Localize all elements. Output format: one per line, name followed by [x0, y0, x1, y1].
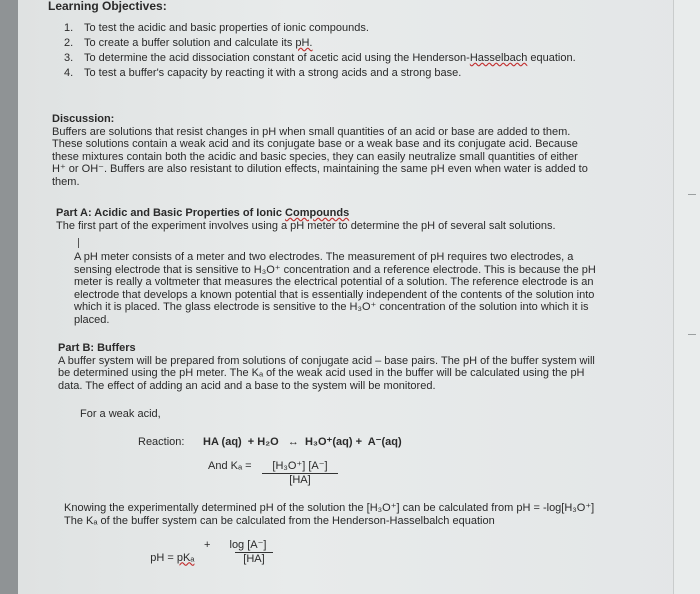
weak-acid-label: For a weak acid, [80, 408, 161, 420]
ka-denominator: [HA] [262, 473, 338, 487]
knowing-line: The Kₐ of the buffer system can be calculated from the Henderson-Hasselbalch equation [64, 514, 495, 527]
part-a-line: A pH meter consists of a meter and two electrodes. The measurement of pH requires two electrodes, a [74, 251, 574, 263]
hh-equation [138, 539, 194, 577]
discussion-section [52, 113, 632, 188]
discussion-line: These solutions contain a weak acid and its conjugate base or a weak base and its conjugate acid. Because [52, 138, 578, 150]
objective-text: To test a buffer's capacity by reacting it with a strong acids and a strong base. [84, 67, 462, 79]
objective-text: To create a buffer solution and calculate its [84, 37, 296, 49]
hh-numerator: log [A⁻] [229, 539, 267, 551]
ka-label: And Kₐ = [208, 460, 252, 472]
part-b-line: data. The effect of adding an acid and a base to the system will be monitored. [58, 379, 436, 392]
part-b-section [58, 342, 638, 392]
objective-number: 4. [64, 67, 74, 79]
part-a-line: meter is really a voltmeter that measures the electrical potential of a solution. The reference electrode is an [74, 276, 594, 288]
learning-objectives-heading: Learning Objectives: [48, 0, 167, 13]
objective-item [64, 22, 576, 37]
hh-denominator: [HA] [235, 552, 273, 566]
objective-number: 1. [64, 22, 74, 34]
ruler-tick [688, 334, 696, 335]
part-a-line: which it is placed. The glass electrode is sensitive to the H₃O⁺ concentration of the solution into which it is [74, 301, 589, 313]
text-cursor [78, 238, 79, 248]
part-a-line: sensing electrode that is sensitive to H₃O⁺ concentration and a reference electrode. This is because the pH [74, 263, 596, 276]
ph-meter-paragraph [74, 251, 644, 326]
hh-pka: pKₐ [176, 551, 195, 564]
objective-number: 2. [64, 37, 74, 49]
hh-fraction [223, 539, 273, 565]
spellcheck-underlined-word: Compounds [285, 207, 350, 219]
objectives-list [64, 22, 576, 82]
part-a-heading: Part A: Acidic and Basic Properties of Ionic [56, 207, 286, 219]
ka-numerator: [H₃O⁺] [A⁻] [272, 460, 328, 472]
objective-item [64, 67, 576, 82]
discussion-heading: Discussion: [52, 113, 115, 125]
discussion-line: Buffers are solutions that resist changes in pH when small quantities of an acid or base are added to them. [52, 125, 571, 138]
objective-item [64, 37, 576, 52]
objective-text: equation. [527, 52, 576, 64]
objective-item [64, 52, 576, 67]
part-b-heading: Part B: Buffers [58, 342, 136, 354]
ruler-tick [688, 194, 696, 195]
hh-plus: + [204, 539, 211, 551]
part-a-line: placed. [74, 313, 110, 326]
reaction-equation: HA (aq) + H₂O ↔ H₃O⁺(aq) + A⁻(aq) [203, 436, 402, 448]
part-b-line: A buffer system will be prepared from solutions of conjugate acid – base pairs. The pH of the buffer system will [58, 354, 595, 367]
spellcheck-underlined-word: Hasselbach [469, 52, 528, 64]
spellcheck-underlined-word: pH. [295, 37, 313, 49]
knowing-paragraph [64, 502, 684, 527]
objective-text: To determine the acid dissociation constant of acetic acid using the Henderson- [84, 52, 470, 64]
discussion-line: them. [52, 175, 80, 188]
document-page [18, 0, 700, 594]
part-a-line: electrode that develops a known potential that is essentially independent of the contents of the solution into [74, 288, 595, 301]
knowing-line: Knowing the experimentally determined pH of the solution the [H₃O⁺] can be calculated from pH = -log[H₃O⁺] [64, 502, 595, 514]
objective-text: To test the acidic and basic properties of ionic compounds. [84, 22, 369, 34]
hh-lhs: pH = [150, 551, 177, 564]
part-a-section [56, 207, 636, 232]
ka-fraction [262, 460, 338, 486]
discussion-line: H⁺ or OH⁻. Buffers are also resistant to dilution effects, maintaining the same pH even when water is added to [52, 163, 588, 175]
part-a-intro: The first part of the experiment involves using a pH meter to determine the pH of several salt solutions. [56, 219, 556, 232]
part-b-line: be determined using the pH meter. The Kₐ of the weak acid used in the buffer will be calculated using the pH [58, 367, 585, 379]
reaction-label: Reaction: [138, 436, 185, 448]
discussion-line: these mixtures contain both the acidic and basic species, they can easily neutralize small quantities of either [52, 150, 578, 163]
objective-number: 3. [64, 52, 74, 64]
